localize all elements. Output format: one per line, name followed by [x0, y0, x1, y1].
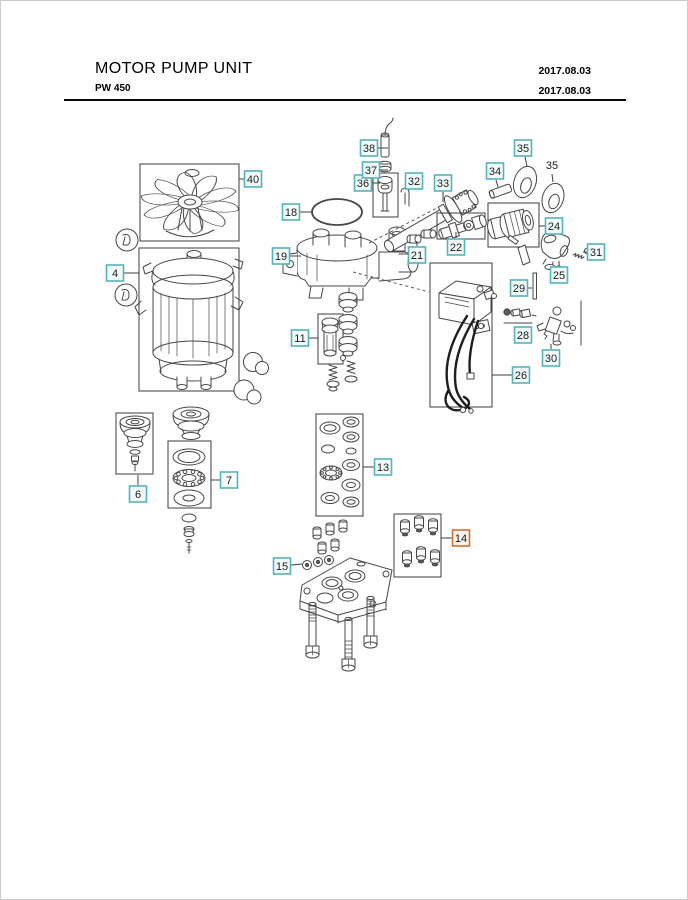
- callout-number: 29: [512, 282, 526, 295]
- callout-35[interactable]: [515, 140, 532, 166]
- callout-7[interactable]: [211, 472, 238, 488]
- revision-date-1: 2017.08.03: [538, 65, 591, 77]
- callout-number: 30: [544, 352, 558, 365]
- revision-date-2: 2017.08.03: [538, 85, 591, 97]
- callout-30[interactable]: [543, 344, 560, 366]
- callout-34[interactable]: [487, 163, 504, 187]
- callout-number: 11: [294, 332, 306, 345]
- callout-number: 21: [410, 249, 424, 262]
- callout-11[interactable]: [292, 330, 319, 346]
- callout-32[interactable]: [406, 173, 423, 189]
- callout-number: 34: [488, 165, 502, 178]
- motor-housing-part: [135, 248, 243, 391]
- cotter-pin-part: [401, 188, 409, 206]
- callout-24[interactable]: [539, 218, 563, 234]
- callout-number: 37: [364, 164, 378, 177]
- callout-number: 35: [545, 159, 559, 172]
- capacitor-part: [430, 263, 497, 407]
- callout-15[interactable]: [274, 558, 303, 574]
- callout-number: 19: [274, 250, 288, 263]
- callout-number: 24: [547, 220, 561, 233]
- spring-valve-parts: [327, 356, 357, 392]
- callout-leader-line: [291, 564, 302, 565]
- callout-13[interactable]: [363, 459, 392, 475]
- thermal-valve-part: [373, 173, 398, 217]
- callout-21[interactable]: [409, 241, 426, 263]
- callout-number: 36: [356, 177, 370, 190]
- callout-4[interactable]: [107, 265, 140, 281]
- callout-31[interactable]: [583, 244, 605, 260]
- seal-kit-part: [316, 414, 363, 516]
- fitting-parts: [313, 520, 347, 554]
- pulley-kit-part: [116, 413, 153, 474]
- callout-number: 38: [362, 142, 376, 155]
- callout-leader-line: [525, 157, 527, 166]
- unloader-valve-part: [537, 301, 581, 345]
- callout-14[interactable]: [441, 530, 470, 546]
- callout-number: 31: [589, 246, 603, 259]
- callout-number: 32: [407, 175, 421, 188]
- callout-26[interactable]: [492, 367, 530, 383]
- valve-stack-parts: [339, 293, 357, 357]
- hex-nuts-part: [303, 556, 334, 570]
- callout-28[interactable]: [515, 327, 532, 343]
- hardware-row-part: [504, 309, 536, 323]
- callout-number: 40: [246, 173, 260, 186]
- callout-number: 15: [275, 560, 289, 573]
- callout-number: 14: [454, 532, 468, 545]
- callout-number: 35: [516, 142, 530, 155]
- exploded-parts-diagram: [1, 1, 688, 900]
- callout-35[interactable]: [546, 160, 558, 182]
- callout-leader-line: [552, 174, 553, 182]
- callout-18[interactable]: [283, 204, 314, 220]
- callout-number: 22: [449, 241, 463, 254]
- callout-number: 6: [134, 488, 142, 501]
- motor-endbell-part: [485, 203, 539, 265]
- outlet-elbow-part: [541, 232, 569, 270]
- drive-pulley-part: [173, 407, 209, 440]
- callout-number: 25: [552, 269, 566, 282]
- callout-40[interactable]: [239, 171, 262, 187]
- model-number: PW 450: [95, 83, 131, 94]
- callout-number: 4: [111, 267, 119, 280]
- spacer-bar-part: [533, 273, 537, 299]
- crankshaft-part: [378, 183, 483, 261]
- bearing-seal-kit-part: [168, 441, 211, 553]
- o-ring-part: [312, 199, 362, 225]
- callout-number: 18: [284, 206, 298, 219]
- detent-pin-part: [381, 118, 393, 157]
- callout-number: 28: [516, 329, 530, 342]
- cooling-fan-part: [138, 164, 241, 241]
- callout-29[interactable]: [511, 280, 533, 296]
- callout-number: 33: [436, 177, 450, 190]
- callout-number: 7: [225, 474, 233, 487]
- callout-6[interactable]: [130, 475, 147, 502]
- page-title: MOTOR PUMP UNIT: [95, 60, 253, 77]
- callout-number: 26: [514, 369, 528, 382]
- callout-number: 13: [376, 461, 390, 474]
- manifold-plate-part: [300, 558, 392, 623]
- dowel-pin-part: [489, 184, 512, 199]
- callout-25[interactable]: [551, 261, 568, 283]
- valve-cartridge-kit-part: [394, 514, 441, 577]
- callout-leader-line: [496, 180, 498, 187]
